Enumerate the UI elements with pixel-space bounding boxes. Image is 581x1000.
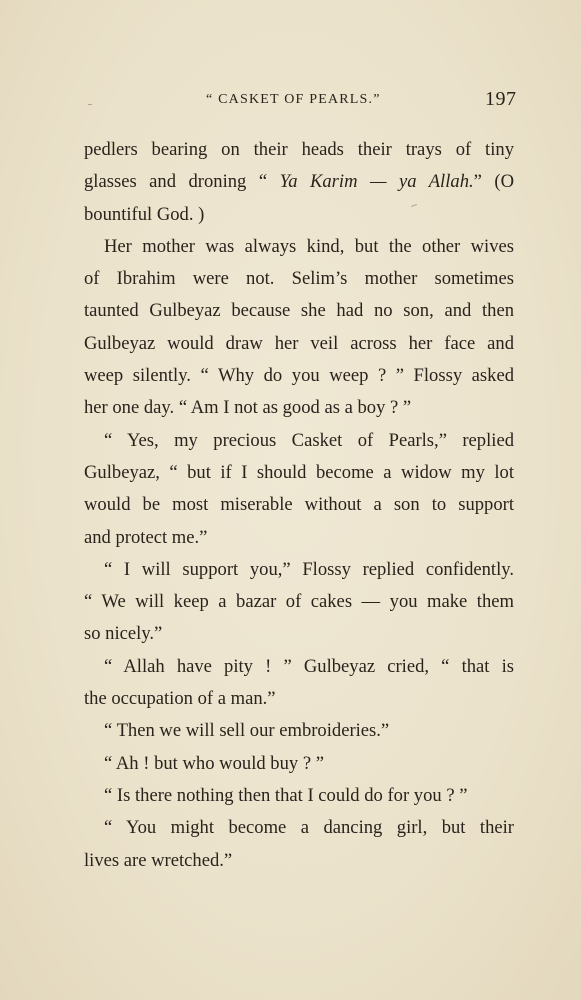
paragraph-first-line: “ You might become a dancing girl, but their [104, 817, 514, 839]
text-line: so nicely.” [84, 623, 163, 645]
running-head [0, 88, 581, 116]
text-segment: glasses and droning “ [84, 171, 280, 193]
body-text [84, 134, 514, 877]
paragraph-first-line: “ Yes, my precious Casket of Pearls,” replied [104, 429, 514, 451]
ink-speck [88, 104, 92, 105]
text-line: of Ibrahim were not. Selim’s mother sometimes [84, 268, 514, 290]
paragraph-first-line: “ Ah ! but who would buy ? ” [104, 752, 324, 774]
running-title: “ CASKET OF PEARLS.” [206, 92, 381, 107]
italic-phrase: Ya Karim — ya Allah. [279, 171, 474, 193]
paragraph-first-line: “ Is there nothing then that I could do for you ? ” [104, 784, 468, 806]
text-line: “ We will keep a bazar of cakes — you make them [84, 591, 514, 613]
text-line: and protect me.” [84, 526, 208, 548]
text-line: weep silently. “ Why do you weep ? ” Flossy asked [84, 365, 514, 387]
paragraph-first-line: “ Then we will sell our embroideries.” [104, 720, 390, 742]
text-line: pedlers bearing on their heads their trays of tiny [84, 139, 514, 160]
text-line [84, 166, 514, 198]
paragraph-first-line: “ Allah have pity ! ” Gulbeyaz cried, “ that is [104, 655, 514, 677]
text-segment: ” (O [473, 171, 514, 193]
paragraph-first-line: “ I will support you,” Flossy replied confidently. [104, 558, 514, 580]
text-line: lives are wretched.” [84, 849, 233, 871]
text-line: taunted Gulbeyaz because she had no son, and then [84, 300, 514, 322]
text-line: her one day. “ Am I not as good as a boy ? ” [84, 397, 412, 419]
page-number: 197 [485, 88, 517, 110]
text-line: would be most miserable without a son to support [84, 494, 514, 516]
text-line: the occupation of a man.” [84, 688, 276, 710]
paragraph-first-line: Her mother was always kind, but the other wives [104, 235, 514, 257]
text-line: Gulbeyaz, “ but if I should become a widow my lot [84, 461, 514, 483]
text-line: bountiful God. ) [84, 203, 205, 225]
text-line: Gulbeyaz would draw her veil across her face and [84, 332, 514, 354]
